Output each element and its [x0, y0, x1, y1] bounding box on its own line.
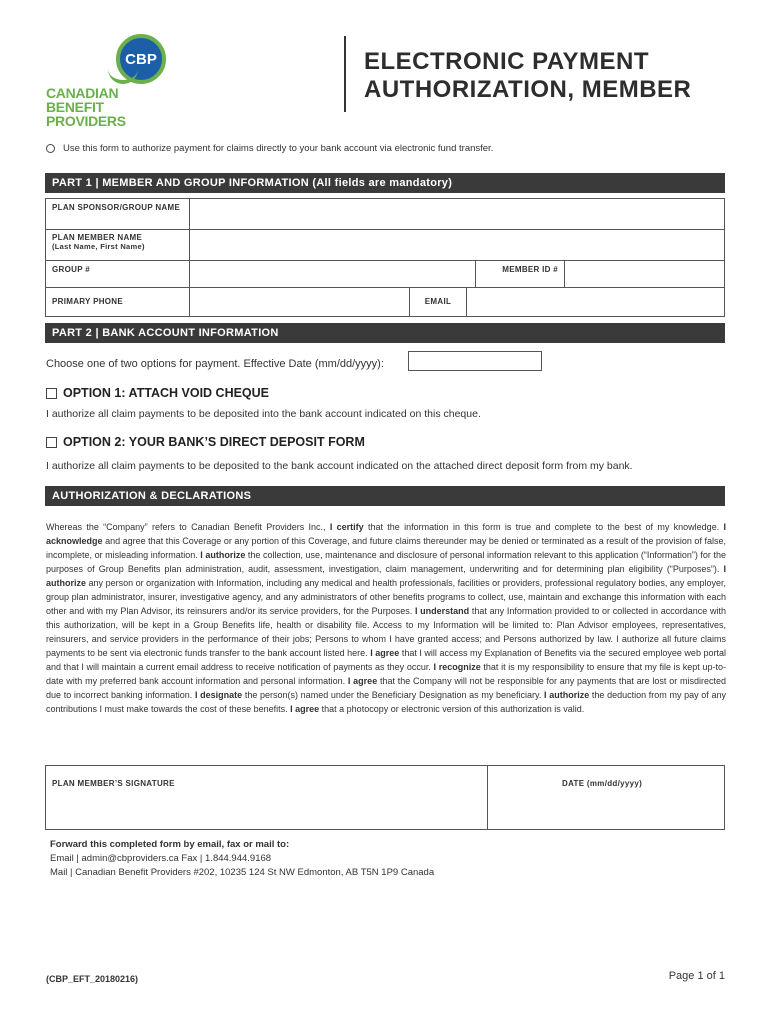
signature-label: PLAN MEMBER’S SIGNATURE	[52, 779, 175, 788]
option1-checkbox[interactable]	[46, 388, 57, 399]
forward-heading: Forward this completed form by email, fax or mail to:	[50, 839, 290, 850]
forward-instructions	[50, 838, 434, 880]
email-field[interactable]	[466, 287, 725, 317]
intro-text	[46, 143, 493, 154]
group-label	[45, 260, 190, 288]
option2-checkbox[interactable]	[46, 437, 57, 448]
member-id-field[interactable]	[564, 260, 725, 288]
email-label	[409, 287, 467, 317]
phone-field[interactable]	[189, 287, 410, 317]
member-id-text: MEMBER ID #	[502, 265, 558, 274]
option1	[46, 386, 269, 400]
option1-desc: I authorize all claim payments to be deposited into the bank account indicated on this cheque.	[46, 408, 481, 420]
member-id-label	[475, 260, 565, 288]
company-logo	[46, 34, 176, 129]
auth-declarations-text: Whereas the “Company” refers to Canadian Benefit Providers Inc., I certify that the information in this form is true and complete to the best of my knowledge. I acknowledge and agree that this Coverage or any portion of this Coverage, and future claims thereunder may be denied or terminated as a result of the provision of false, incomplete, or misleading information. I authorize the collection, use, maintenance and disclosure of personal information relevant to this application (“Information”) for the purposes of Group Benefits plan administration, audit, assessment, investigation, claim management, underwriting and for determining plan eligibility (“Purposes”). I authorize any person or organization with Information, including any medical and health professionals, facilities or providers, professional regulatory bodies, any employer, group plan administrator, insurer, investigative agency, and any administrators of other benefits programs to collect, use, maintain and exchange this information with each other and with my Plan Advisor, its reinsurers and/or its service providers, for the Purposes. I understand that any Information provided to or collected in accordance with this authorization, will be kept in a Group Benefits life, health or disability file. Access to my Information will be limited to: Plan Advisor employees, representatives, reinsurers, and service providers in the performance of their jobs; Persons to whom I have granted access; and Persons authorized by law. I authorize all future claims payments to be sent via electronic funds transfer to the bank account listed here. I agree that I will access my Explanation of Benefits via the secured employee web portal and that I will maintain a current email address to receive notification of payments as they occur. I recognize that it is my responsibility to ensure that my file is kept up-to-date with my preferred bank account information and personal information. I agree that the Company will not be responsible for any payments that are lost or misdirected due to incorrect banking information. I designate the person(s) named under the Beneficiary Designation as my beneficiary. I authorize the deduction from my pay of any contributions I must make towards the cost of these benefits. I agree that a photocopy or electronic version of this authorization is valid.	[46, 522, 727, 714]
option2-desc: I authorize all claim payments to be deposited to the bank account indicated on the attached direct deposit form from my bank.	[46, 460, 633, 472]
part2-heading: PART 2 | BANK ACCOUNT INFORMATION	[45, 323, 725, 343]
option2	[46, 435, 365, 449]
email-text: EMAIL	[424, 297, 452, 306]
bullet-circle-icon	[46, 144, 55, 153]
logo-text	[46, 86, 176, 128]
phone-label	[45, 287, 190, 317]
effective-date-field[interactable]	[408, 351, 542, 371]
title-divider	[344, 36, 346, 112]
plan-sponsor-text: PLAN SPONSOR/GROUP NAME	[52, 203, 181, 212]
form-code: (CBP_EFT_20180216)	[46, 974, 139, 984]
plan-sponsor-field[interactable]	[189, 198, 725, 230]
plan-member-subtext: (Last Name, First Name)	[52, 242, 145, 251]
plan-member-label	[45, 229, 190, 261]
signature-field[interactable]	[45, 765, 488, 830]
logo-badge: CBP	[116, 34, 166, 84]
option2-title: OPTION 2: YOUR BANK’S DIRECT DEPOSIT FORM	[63, 435, 365, 449]
forward-mail: Mail | Canadian Benefit Providers #202, 10235 124 St NW Edmonton, AB T5N 1P9 Canada	[50, 867, 435, 878]
option1-title: OPTION 1: ATTACH VOID CHEQUE	[63, 386, 270, 400]
group-text: GROUP #	[52, 265, 90, 274]
plan-member-text: PLAN MEMBER NAME	[52, 233, 143, 242]
auth-heading: AUTHORIZATION & DECLARATIONS	[45, 486, 725, 506]
page-number: Page 1 of 1	[668, 970, 725, 982]
title-line2: AUTHORIZATION, MEMBER	[364, 76, 692, 103]
part1-heading: PART 1 | MEMBER AND GROUP INFORMATION (All fields are mandatory)	[45, 173, 725, 193]
signature-date-field[interactable]	[487, 765, 725, 830]
signature-date-label: DATE (mm/dd/yyyy)	[562, 779, 643, 788]
title-line1: ELECTRONIC PAYMENT	[364, 48, 650, 75]
phone-text: PRIMARY PHONE	[52, 297, 124, 306]
logo-line2: BENEFIT PROVIDERS	[46, 99, 126, 129]
plan-sponsor-label	[45, 198, 190, 230]
page-title	[364, 48, 691, 104]
logo-line1: CANADIAN	[46, 85, 119, 101]
forward-email-fax: Email | admin@cbproviders.ca Fax | 1.844.944.9168	[50, 853, 272, 864]
intro-label: Use this form to authorize payment for claims directly to your bank account via electronic fund transfer.	[63, 143, 494, 154]
choose-option-text: Choose one of two options for payment. Effective Date (mm/dd/yyyy):	[46, 358, 384, 370]
plan-member-field[interactable]	[189, 229, 725, 261]
group-field[interactable]	[189, 260, 476, 288]
